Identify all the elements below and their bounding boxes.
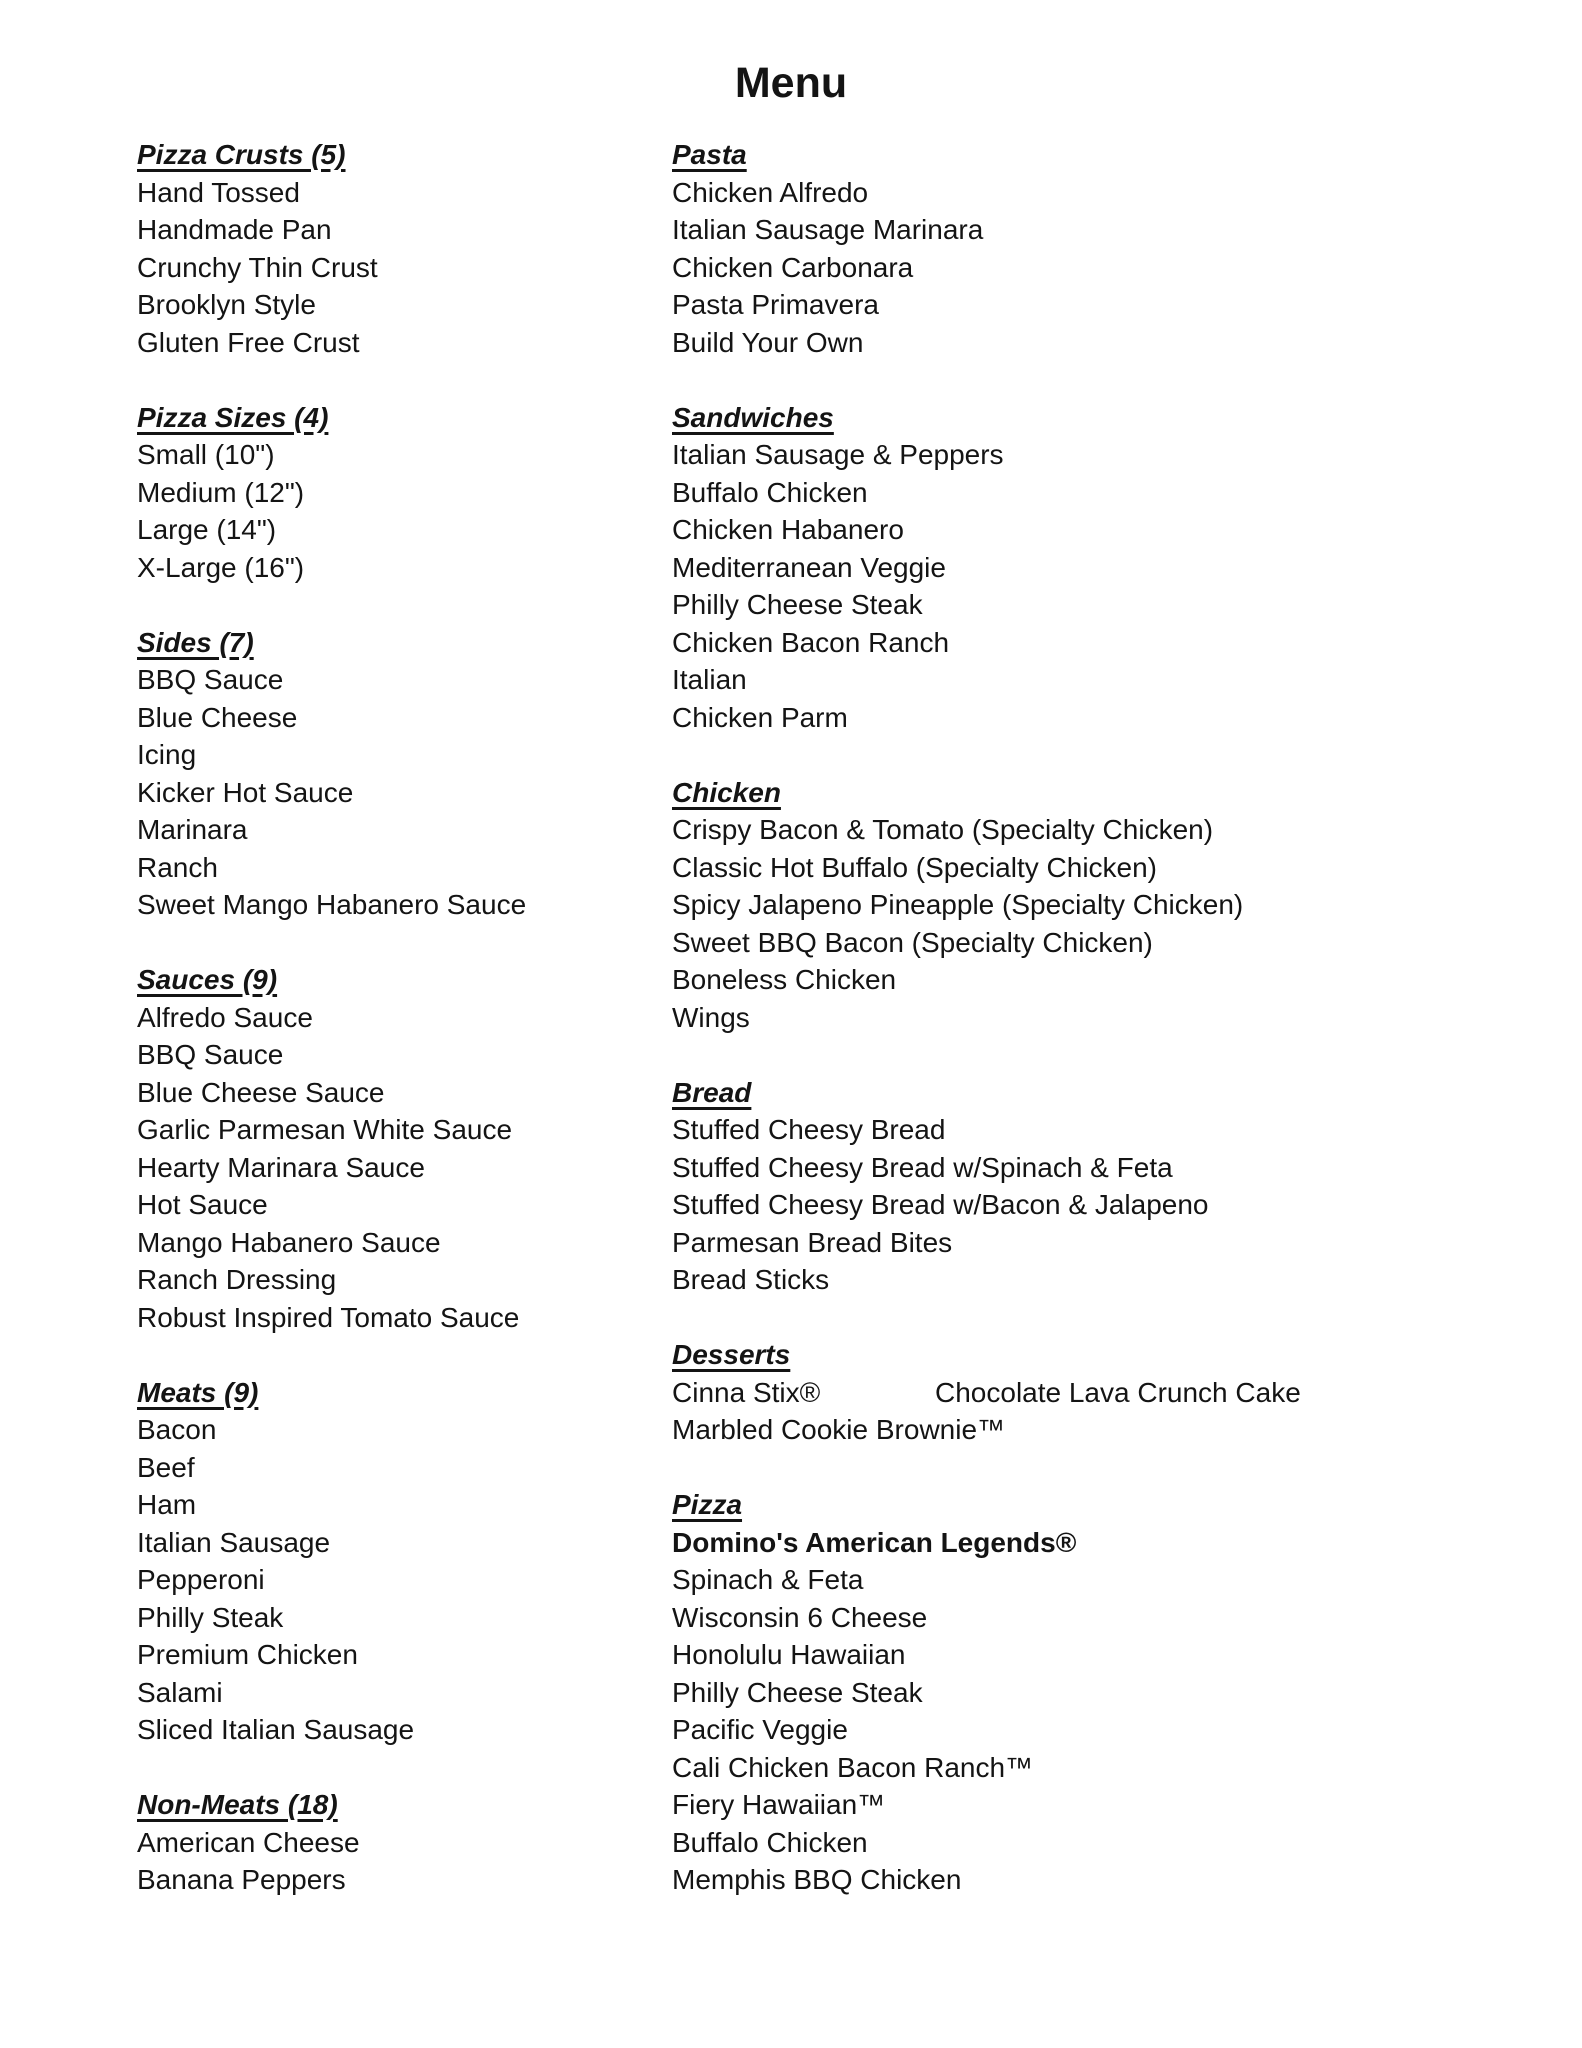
- menu-item: Icing: [137, 739, 197, 770]
- menu-item: Wings: [672, 1001, 750, 1033]
- section-heading: Pizza Crusts (5): [137, 139, 346, 170]
- menu-item: Memphis BBQ Chicken: [672, 1864, 962, 1895]
- menu-item: Blue Cheese Sauce: [137, 1076, 385, 1108]
- menu-section-pizza-crusts-5: [137, 136, 526, 361]
- menu-item: Ranch Dressing: [137, 1264, 337, 1295]
- menu-item: Classic Hot Buffalo (Specialty Chicken): [672, 851, 1158, 883]
- menu-item: Philly Cheese Steak: [672, 589, 923, 620]
- menu-item: Crunchy Thin Crust: [137, 251, 378, 283]
- menu-item: Honolulu Hawaiian: [672, 1639, 906, 1670]
- menu-column-right: [672, 136, 1301, 1936]
- menu-item: Garlic Parmesan White Sauce: [137, 1114, 513, 1145]
- menu-item: Philly Steak: [137, 1601, 284, 1633]
- menu-item: Italian Sausage: [137, 1526, 331, 1558]
- menu-item: Cali Chicken Bacon Ranch™: [672, 1751, 1034, 1783]
- page-title: Menu: [734, 59, 848, 107]
- menu-item: Salami: [137, 1676, 223, 1708]
- section-heading: Meats (9): [137, 1376, 259, 1408]
- menu-item: Beef: [137, 1451, 195, 1483]
- menu-item: Chicken Alfredo: [672, 176, 869, 208]
- menu-section-desserts: [672, 1336, 1301, 1449]
- menu-item: Kicker Hot Sauce: [137, 776, 354, 808]
- menu-item: Italian Sausage & Peppers: [672, 439, 1004, 470]
- menu-item: Gluten Free Crust: [137, 326, 360, 358]
- menu-item: Large (14"): [137, 514, 277, 545]
- menu-item: American Cheese: [137, 1826, 360, 1858]
- menu-item: Boneless Chicken: [672, 964, 897, 995]
- menu-item: Bread Sticks: [672, 1264, 830, 1295]
- menu-item: Chicken Bacon Ranch: [672, 626, 950, 658]
- section-heading: Non-Meats (18): [137, 1789, 338, 1820]
- menu-item: Chocolate Lava Crunch Cake: [935, 1376, 1301, 1408]
- menu-item: Mango Habanero Sauce: [137, 1226, 441, 1258]
- menu-item: Ham: [137, 1489, 197, 1520]
- menu-item: Chicken Habanero: [672, 514, 904, 545]
- menu-item: Italian: [672, 664, 747, 695]
- menu-item: Handmade Pan: [137, 214, 332, 245]
- menu-item: Pasta Primavera: [672, 289, 879, 320]
- section-heading: Pizza Sizes (4): [137, 401, 329, 433]
- menu-item: Sweet BBQ Bacon (Specialty Chicken): [672, 926, 1153, 958]
- menu-item: Hearty Marinara Sauce: [137, 1151, 425, 1183]
- menu-section-pizza-sizes-4: [137, 399, 526, 587]
- menu-item: Spicy Jalapeno Pineapple (Specialty Chicken): [672, 889, 1244, 920]
- menu-item: Marbled Cookie Brownie™: [672, 1414, 1006, 1445]
- menu-section-bread: [672, 1074, 1301, 1299]
- menu-item: Cinna Stix®: [672, 1376, 821, 1408]
- menu-section-sides-7: [137, 624, 526, 924]
- menu-section-sandwiches: [672, 399, 1301, 737]
- menu-section-sauces-9: [137, 961, 526, 1336]
- menu-section-pizza: [672, 1486, 1301, 1899]
- menu-item: Blue Cheese: [137, 701, 298, 733]
- menu-item: BBQ Sauce: [137, 664, 284, 695]
- menu-section-chicken: [672, 774, 1301, 1037]
- menu-item: Chicken Parm: [672, 701, 848, 733]
- menu-section-pasta: [672, 136, 1301, 361]
- section-heading: Sides (7): [137, 626, 254, 658]
- menu-item: X-Large (16"): [137, 551, 305, 583]
- menu-item: Alfredo Sauce: [137, 1001, 313, 1033]
- menu-column-left: [137, 136, 526, 1936]
- menu-item: Philly Cheese Steak: [672, 1676, 923, 1708]
- menu-item: Build Your Own: [672, 326, 864, 358]
- menu-item: Italian Sausage Marinara: [672, 214, 984, 245]
- section-heading: Desserts: [672, 1339, 791, 1370]
- section-heading: Sandwiches: [672, 401, 834, 433]
- menu-item: Pepperoni: [137, 1564, 265, 1595]
- menu-item: Wisconsin 6 Cheese: [672, 1601, 928, 1633]
- menu-section-non-meats-18: [137, 1786, 526, 1899]
- menu-item: Domino's American Legends®: [672, 1526, 1077, 1558]
- menu-item: Brooklyn Style: [137, 289, 316, 320]
- menu-item: Hot Sauce: [137, 1189, 268, 1220]
- menu-item: Stuffed Cheesy Bread: [672, 1114, 946, 1145]
- menu-item: Stuffed Cheesy Bread w/Bacon & Jalapeno: [672, 1189, 1209, 1220]
- menu-item: Ranch: [137, 851, 218, 883]
- section-heading: Pasta: [672, 139, 747, 170]
- section-heading: Sauces (9): [137, 964, 278, 995]
- section-heading: Chicken: [672, 776, 781, 808]
- menu-item: Hand Tossed: [137, 176, 300, 208]
- menu-item: Marinara: [137, 814, 248, 845]
- menu-item: Parmesan Bread Bites: [672, 1226, 953, 1258]
- menu-item: Fiery Hawaiian™: [672, 1789, 886, 1820]
- menu-item: Buffalo Chicken: [672, 1826, 868, 1858]
- menu-item: Bacon: [137, 1414, 217, 1445]
- menu-section-meats-9: [137, 1374, 526, 1749]
- menu-item: Premium Chicken: [137, 1639, 358, 1670]
- menu-item: Chicken Carbonara: [672, 251, 914, 283]
- menu-item: Small (10"): [137, 439, 275, 470]
- menu-item: Sweet Mango Habanero Sauce: [137, 889, 527, 920]
- menu-item: Banana Peppers: [137, 1864, 346, 1895]
- menu-item: Stuffed Cheesy Bread w/Spinach & Feta: [672, 1151, 1173, 1183]
- menu-item: Spinach & Feta: [672, 1564, 864, 1595]
- menu-item: Buffalo Chicken: [672, 476, 868, 508]
- menu-item: Medium (12"): [137, 476, 305, 508]
- menu-item: Crispy Bacon & Tomato (Specialty Chicken): [672, 814, 1214, 845]
- section-heading: Bread: [672, 1076, 752, 1108]
- menu-item: Pacific Veggie: [672, 1714, 848, 1745]
- menu-item: Robust Inspired Tomato Sauce: [137, 1301, 520, 1333]
- menu-item: BBQ Sauce: [137, 1039, 284, 1070]
- section-heading: Pizza: [672, 1489, 743, 1520]
- menu-item: Sliced Italian Sausage: [137, 1714, 415, 1745]
- menu-item: [672, 1374, 1301, 1412]
- menu-item: Mediterranean Veggie: [672, 551, 946, 583]
